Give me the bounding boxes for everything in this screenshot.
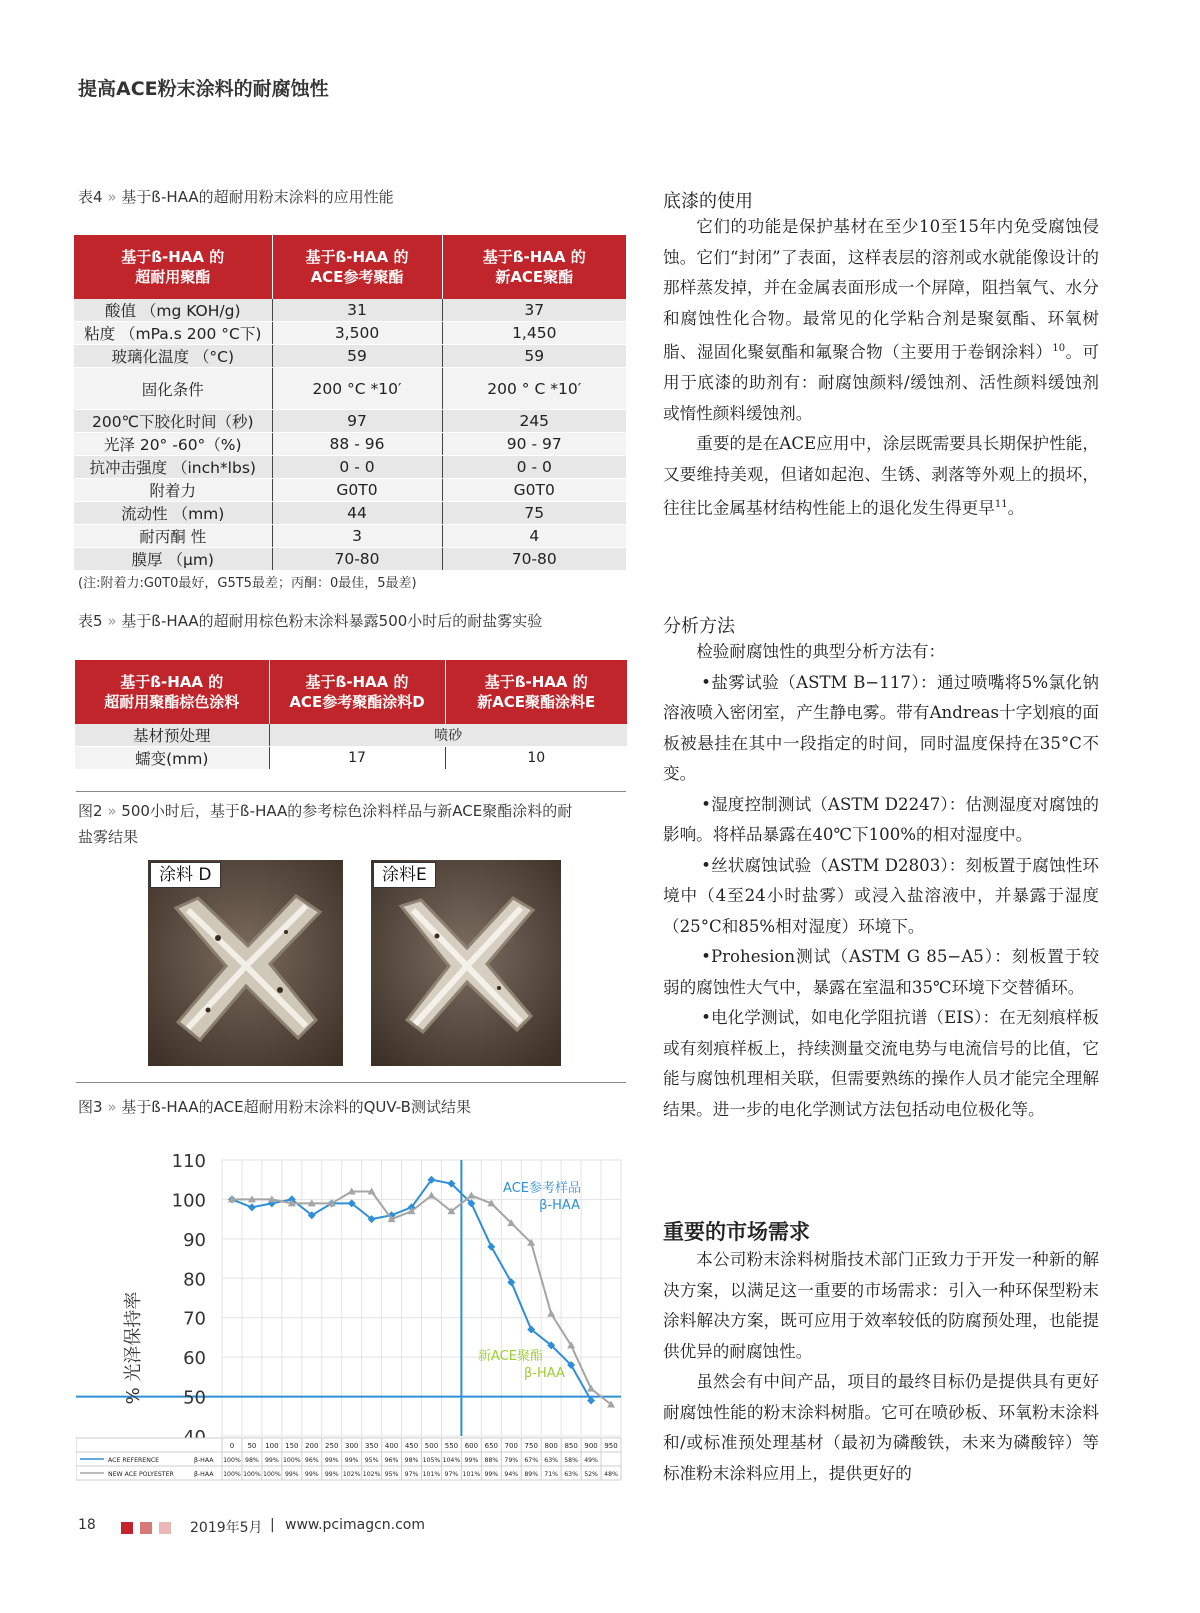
table5-label: 表5 (78, 612, 103, 630)
cell-value: 90 - 97 (442, 433, 626, 456)
cell-value: 200 ° C *10′ (442, 368, 626, 410)
table-row (74, 525, 626, 548)
cell-value: 44 (272, 502, 442, 525)
table5-separator: » (107, 612, 117, 630)
primer-paragraph-2: 重要的是在ACE应用中，涂层既需要具长期保护性能，又要维持美观，但诸如起泡、生锈、剥落等外观上的损坏，往往比金属基材结构性能上的退化发生得更早$^{11}$。 (663, 434, 1099, 518)
data-label: 101% (422, 1471, 441, 1478)
data-label: 48% (604, 1471, 618, 1478)
table4-caption-text: 基于ß-HAA的超耐用粉末涂料的应用性能 (121, 188, 394, 206)
figure2-separator: » (107, 802, 117, 820)
x-tick-label: 100 (265, 1442, 279, 1450)
cell-value: 200 °C *10′ (272, 368, 442, 410)
figure2-caption-line1: 500小时后，基于ß-HAA的参考棕色涂料样品与新ACE聚酯涂料的耐 (121, 802, 573, 820)
method-item: •湿度控制测试（ASTM D2247）：估测湿度对腐蚀的影响。将样品暴露在40℃下100%的相对湿度中。 (663, 794, 1099, 844)
x-tick-label: 300 (344, 1442, 359, 1450)
footer-square-3 (159, 1522, 171, 1534)
y-tick-label: 60 (183, 1348, 206, 1370)
row-label: 耐丙酮 性 (74, 525, 272, 548)
table-row (74, 368, 626, 410)
y-tick-label: 50 (183, 1387, 206, 1409)
cell-value: 4 (442, 525, 626, 548)
legend-series-name: NEW ACE POLYESTER (108, 1471, 174, 1478)
row-label: 膜厚 （μm) (74, 548, 272, 571)
data-label: 71% (544, 1471, 559, 1478)
x-tick-label: 550 (444, 1442, 459, 1450)
table5-header-row (75, 660, 627, 724)
method-item: •盐雾试验（ASTM B−117）：通过喷嘴将5%氯化钠溶液喷入密闭室，产生静电雾。带有Andreas十字划痕的面板被悬挂在其中一段指定的时间，同时温度保持在35°C不变。 (663, 672, 1099, 783)
primer-heading: 底漆的使用 (663, 191, 753, 212)
data-label: 102% (342, 1471, 361, 1478)
data-label: 58% (564, 1457, 579, 1464)
y-tick-label: 80 (183, 1269, 206, 1291)
photo-coating-d (148, 860, 343, 1066)
method-item: •丝状腐蚀试验（ASTM D2803）：刻板置于腐蚀性环境中（4至24小时盐雾）或浸入盐溶液中，并暴露于湿度（25°C和85%相对湿度）环境下。 (663, 855, 1099, 936)
table5-header-3: 基于ß-HAA 的 新ACE聚酯涂料E (445, 660, 627, 724)
table5-caption-text: 基于ß-HAA的超耐用棕色粉末涂料暴露500小时后的耐盐雾实验 (121, 612, 543, 630)
table-row (74, 456, 626, 479)
photo-d-label: 涂料 D (150, 862, 221, 888)
row-label: 200℃下胶化时间（秒) (74, 410, 272, 433)
y-tick-label: 90 (183, 1229, 206, 1251)
x-tick-label: 750 (524, 1442, 538, 1450)
x-tick-label: 600 (464, 1442, 479, 1450)
x-tick-label: 0 (229, 1442, 235, 1450)
row-label: 粘度 （mPa.s 200 °C下) (74, 322, 272, 345)
y-axis-label: % 光泽保持率 (123, 1291, 144, 1405)
cell-value: 70-80 (272, 548, 442, 571)
x-tick-label: 150 (285, 1442, 299, 1450)
market-paragraph-2: 虽然会有中间产品，项目的最终目标仍是提供具有更好耐腐蚀性能的粉末涂料树脂。它可在喷砂板、环氧粉末涂料和/或标准预处理基材（最初为磷酸铁，未来为磷酸锌）等标准粉末涂料应用上，提供更好的 (663, 1372, 1099, 1483)
data-label: 102% (362, 1471, 381, 1478)
table4-header-3: 基于ß-HAA 的 新ACE聚酯 (442, 235, 626, 299)
methods-text (663, 637, 1099, 1125)
data-label: 63% (564, 1471, 579, 1478)
table-row (74, 479, 626, 502)
data-label: 52% (584, 1471, 598, 1478)
legend-series-name: ACE REFERENCE (108, 1457, 160, 1464)
cell-value: 1,450 (442, 322, 626, 345)
data-label: 88% (484, 1457, 499, 1464)
photo-d-image (148, 860, 343, 1066)
cell-value: 70-80 (442, 548, 626, 571)
data-label: 97% (444, 1471, 459, 1478)
cell-value: 3 (272, 525, 442, 548)
row-label: 抗冲击强度 （inch*lbs) (74, 456, 272, 479)
series-annotation-sublabel: β-HAA (524, 1366, 565, 1381)
photo-e-image (371, 860, 561, 1066)
table5-caption (78, 608, 542, 634)
divider (76, 1082, 626, 1083)
series-annotation-label: ACE参考样品 (503, 1181, 581, 1196)
photo-coating-e (371, 860, 561, 1066)
footer-square-2 (140, 1522, 152, 1534)
table-row (74, 322, 626, 345)
legend-series-suffix: β-HAA (194, 1471, 214, 1478)
data-label: 94% (504, 1471, 519, 1478)
row-label: 玻璃化温度 （°C) (74, 345, 272, 368)
data-label: 100% (243, 1471, 261, 1478)
row-label: 附着力 (74, 479, 272, 502)
method-item: •Prohesion测试（ASTM G 85−A5）：刻板置于较弱的腐蚀性大气中，暴露在室温和35℃环境下交替循环。 (663, 947, 1099, 997)
data-label: 63% (544, 1457, 559, 1464)
table-row (74, 345, 626, 368)
cell-value: 59 (442, 345, 626, 368)
cell-value: 31 (272, 299, 442, 322)
y-tick-labels (172, 1151, 206, 1448)
x-tick-label: 400 (384, 1442, 399, 1450)
data-label: 99% (464, 1457, 479, 1464)
cell-value: 97 (272, 410, 442, 433)
row-label: 流动性 （mm) (74, 502, 272, 525)
gloss-retention-chart (76, 1140, 628, 1485)
data-label: 95% (384, 1471, 399, 1478)
table4-separator: » (107, 188, 117, 206)
series-annotation-sublabel: β-HAA (539, 1198, 580, 1213)
data-label: 98% (245, 1457, 259, 1464)
x-tick-label: 850 (564, 1442, 578, 1450)
x-tick-label: 950 (604, 1442, 618, 1450)
x-tick-label: 200 (305, 1442, 319, 1450)
methods-heading: 分析方法 (663, 616, 735, 637)
data-label: 95% (364, 1457, 379, 1464)
table-row (74, 548, 626, 571)
x-tick-label: 700 (504, 1442, 518, 1450)
figure2-label: 图2 (78, 802, 103, 820)
table4-header-row (74, 235, 626, 299)
row-label: 固化条件 (74, 368, 272, 410)
data-label: 79% (504, 1457, 519, 1464)
figure2-caption-line2: 盐雾结果 (78, 828, 139, 846)
x-tick-label: 650 (484, 1442, 499, 1450)
cell-value: 245 (442, 410, 626, 433)
cell-value: 0 - 0 (272, 456, 442, 479)
table5-header-2: 基于ß-HAA 的 ACE参考聚酯涂料D (269, 660, 445, 724)
table4-label: 表4 (78, 188, 103, 206)
figure3-label: 图3 (78, 1098, 103, 1116)
table4-header-1: 基于ß-HAA 的 超耐用聚酯 (74, 235, 272, 299)
footnote-ref: 10 (1052, 343, 1066, 354)
data-label: 99% (284, 1471, 299, 1478)
x-tick-label: 50 (247, 1442, 257, 1450)
data-label: 89% (524, 1471, 539, 1478)
table-row (75, 724, 627, 747)
table5-header-1: 基于ß-HAA 的 超耐用聚酯棕色涂料 (75, 660, 269, 724)
chart-data-table (76, 1438, 621, 1480)
cell-value: G0T0 (272, 479, 442, 502)
x-tick-label: 250 (325, 1442, 339, 1450)
data-label: 96% (304, 1457, 319, 1464)
cell-value: 3,500 (272, 322, 442, 345)
footer-square-1 (121, 1522, 133, 1534)
series-annotation-label: 新ACE聚酯 (478, 1349, 543, 1364)
cell-value: G0T0 (442, 479, 626, 502)
data-label: 99% (324, 1471, 339, 1478)
y-tick-label: 70 (183, 1308, 206, 1330)
y-tick-label: 110 (171, 1151, 206, 1172)
x-tick-label: 900 (584, 1442, 598, 1450)
data-label: 99% (304, 1471, 319, 1478)
divider (76, 791, 626, 792)
figure3-caption (78, 1094, 471, 1120)
data-label: 100% (223, 1471, 241, 1478)
data-label: 49% (584, 1457, 598, 1464)
data-label: 97% (404, 1471, 419, 1478)
figure3-separator: » (107, 1098, 117, 1116)
data-label: 99% (344, 1457, 359, 1464)
cell-value: 喷砂 (269, 724, 627, 747)
table4 (74, 235, 626, 571)
market-heading: 重要的市场需求 (663, 1220, 810, 1244)
footer-divider: | (270, 1517, 275, 1533)
primer-paragraph-1: 它们的功能是保护基材在至少10至15年内免受腐蚀侵蚀。它们“封闭”了表面，这样表层的溶剂或水就能像设计的那样蒸发掉，并在金属表面形成一个屏障，阻挡氧气、水分和腐蚀性化合物。最常见的化学粘合剂是聚氨酯、环氧树脂、湿固化聚氨酯和氟聚合物（主要用于卷钢涂料）$^{10}$。可用于底漆的助剂有：耐腐蚀颜料/缓蚀剂、活性颜料缓蚀剂或惰性颜料缓蚀剂。 (663, 217, 1100, 423)
footer-url: www.pcimagcn.com (285, 1517, 426, 1533)
x-tick-label: 450 (404, 1442, 419, 1450)
cell-value: 10 (445, 747, 627, 770)
footer-date: 2019年5月 (190, 1520, 263, 1536)
data-label: 100% (263, 1471, 281, 1478)
figure2-caption (78, 798, 626, 850)
data-label: 101% (462, 1471, 481, 1478)
footnote-ref: 11 (994, 499, 1008, 511)
x-tick-label: 350 (364, 1442, 379, 1450)
cell-value: 0 - 0 (442, 456, 626, 479)
data-label: 105% (422, 1457, 441, 1464)
row-label: 光泽 20° -60°（%) (74, 433, 272, 456)
x-tick-label: 800 (544, 1442, 558, 1450)
cell-value: 37 (442, 299, 626, 322)
cell-value: 75 (442, 502, 626, 525)
table-row (75, 747, 627, 770)
method-item: •电化学测试，如电化学阻抗谱（EIS）：在无刻痕样板或有刻痕样板上，持续测量交流电势与电流信号的比值，它能与腐蚀机理相关联，但需要熟练的操作人员才能完全理解结果。进一步的电化学测试方法包括动电位极化等。 (663, 1008, 1099, 1119)
table4-header-2: 基于ß-HAA 的 ACE参考聚酯 (272, 235, 442, 299)
table4-note: (注:附着力:G0T0最好，G5T5最差；丙酮：0最佳，5最差) (78, 576, 417, 591)
page-number: 18 (78, 1517, 96, 1533)
row-label: 基材预处理 (75, 724, 269, 747)
table5 (75, 660, 627, 770)
cell-value: 17 (269, 747, 445, 770)
photo-e-label: 涂料E (373, 862, 436, 888)
methods-intro: 检验耐腐蚀性的典型分析方法有： (696, 642, 946, 661)
data-label: 67% (524, 1457, 539, 1464)
primer-text (663, 212, 1099, 524)
data-label: 99% (324, 1457, 339, 1464)
cell-value: 59 (272, 345, 442, 368)
running-title: 提高ACE粉末涂料的耐腐蚀性 (78, 78, 329, 100)
data-label: 99% (484, 1471, 499, 1478)
data-label: 98% (404, 1457, 419, 1464)
data-label: 100% (223, 1457, 241, 1464)
table-row (74, 502, 626, 525)
x-tick-label: 500 (424, 1442, 439, 1450)
table-row (74, 433, 626, 456)
market-text (663, 1245, 1099, 1489)
data-label: 96% (384, 1457, 399, 1464)
cell-value: 88 - 96 (272, 433, 442, 456)
row-label: 酸值 （mg KOH/g) (74, 299, 272, 322)
row-label: 蠕变(mm) (75, 747, 269, 770)
figure3-caption-text: 基于ß-HAA的ACE超耐用粉末涂料的QUV-B测试结果 (121, 1098, 471, 1116)
market-paragraph-1: 本公司粉末涂料树脂技术部门正致力于开发一种新的解决方案，以满足这一重要的市场需求：引入一种环保型粉末涂料解决方案，既可应用于效率较低的防腐预处理，也能提供优异的耐腐蚀性。 (663, 1250, 1099, 1361)
table-row (74, 410, 626, 433)
y-tick-label: 100 (171, 1190, 206, 1212)
data-label: 104% (442, 1457, 461, 1464)
legend-series-suffix: β-HAA (194, 1457, 214, 1464)
table-row (74, 299, 626, 322)
data-label: 99% (264, 1457, 279, 1464)
data-label: 100% (282, 1457, 301, 1464)
table4-caption (78, 184, 394, 210)
